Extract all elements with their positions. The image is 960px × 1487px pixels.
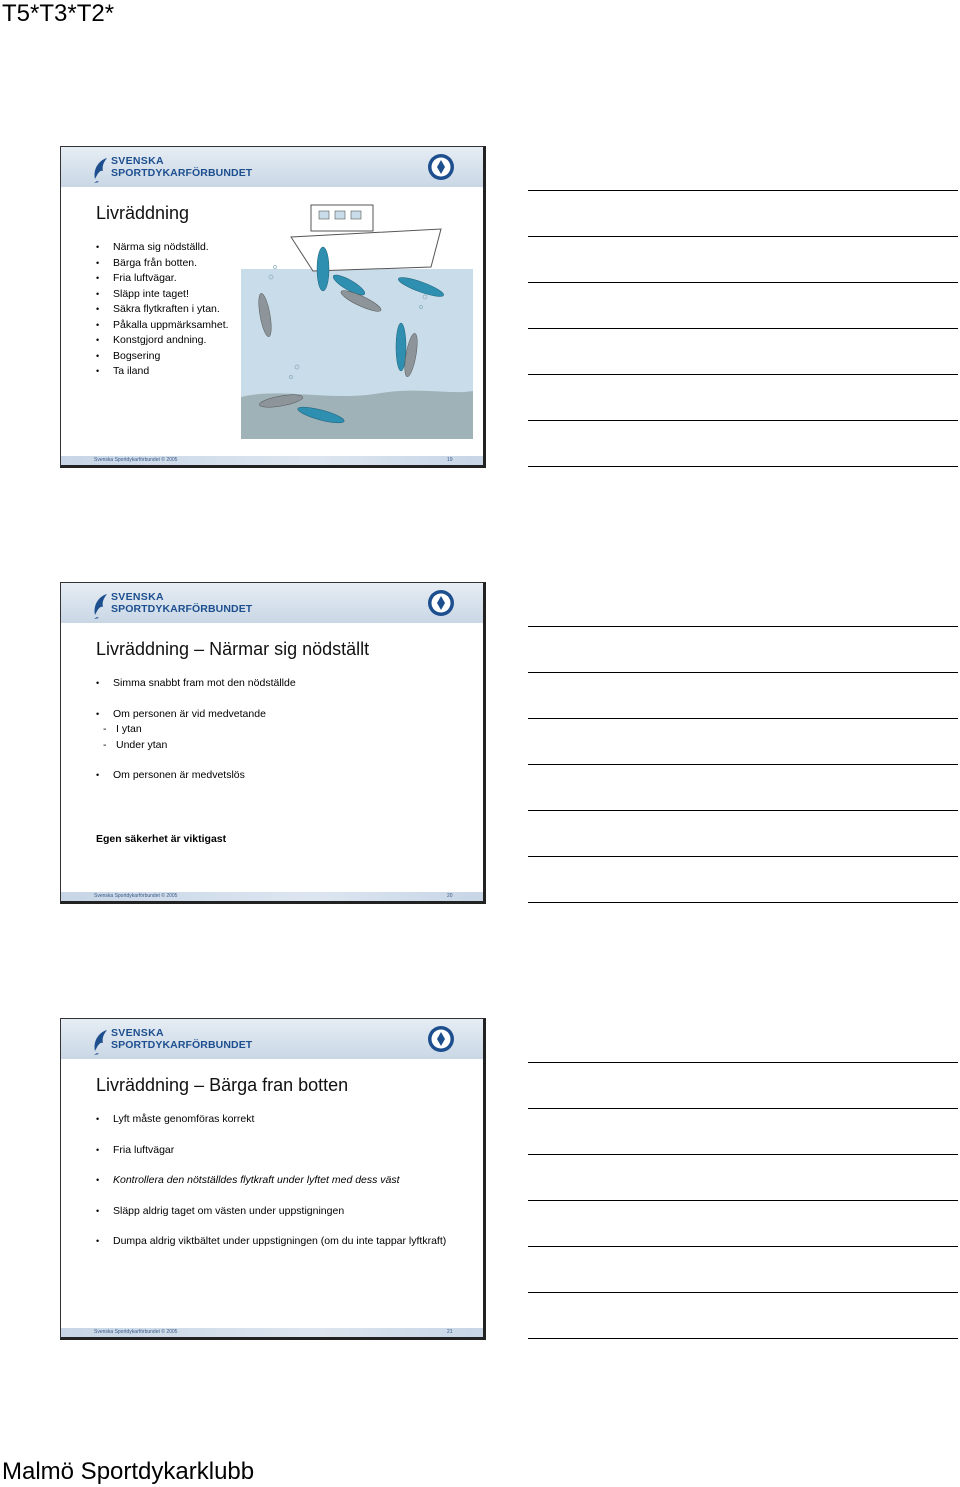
dolphin-icon [91, 155, 113, 183]
note-line [528, 718, 958, 719]
note-line [528, 1154, 958, 1155]
bullet-item: • Om personen är vid medvetande [96, 707, 296, 723]
note-line [528, 1200, 958, 1201]
note-line [528, 626, 958, 627]
footer-copyright: Svenska Sportdykarförbundet © 2005 [94, 457, 178, 463]
note-line [528, 466, 958, 467]
slide-footer [61, 1328, 483, 1337]
bullet-list [96, 1112, 446, 1250]
brand-line1: SVENSKA [111, 591, 164, 603]
bullet-item: • Kontrollera den nötställdes flytkraft under lyftet med dess väst [96, 1173, 446, 1189]
footer-copyright: Svenska Sportdykarförbundet © 2005 [94, 893, 178, 899]
footer-copyright: Svenska Sportdykarförbundet © 2005 [94, 1329, 178, 1335]
brand-line2: SPORTDYKARFÖRBUNDET [111, 1039, 253, 1051]
federation-emblem-icon [427, 589, 455, 617]
page-footer: Malmö Sportdykarklubb [2, 1458, 255, 1485]
dolphin-icon [91, 1027, 113, 1055]
bullet-list [96, 240, 229, 380]
bullet-item: • Säkra flytkraften i ytan. [96, 302, 229, 318]
bullet-item: • Bogsering [96, 349, 229, 365]
slide-footer [61, 892, 483, 901]
bullet-item: • Konstgjord andning. [96, 333, 229, 349]
note-line [528, 810, 958, 811]
slide-title: Livräddning – Närmar sig nödställt [96, 639, 370, 659]
note-line [528, 282, 958, 283]
bullet-item: • Fria luftvägar. [96, 271, 229, 287]
brand-line1: SVENSKA [111, 155, 164, 167]
brand-logo [91, 591, 251, 619]
slide-20 [60, 582, 486, 904]
emphasis-text: Egen säkerhet är viktigast [96, 833, 227, 845]
bullet-item: • Ta iland [96, 364, 229, 380]
bullet-item: • Släpp aldrig taget om västen under uppstigningen [96, 1204, 446, 1220]
note-line [528, 1292, 958, 1293]
bullet-item: • Släpp inte taget! [96, 287, 229, 303]
note-line [528, 856, 958, 857]
bullet-item: • Dumpa aldrig viktbältet under uppstigningen (om du inte tappar lyftkraft) [96, 1234, 446, 1250]
slide-21 [60, 1018, 486, 1340]
slide-number: 19 [447, 457, 453, 463]
note-line [528, 1108, 958, 1109]
brand-logo [91, 155, 251, 183]
diver-rescue-illustration [241, 197, 473, 439]
bullet-item: • Närma sig nödställd. [96, 240, 229, 256]
slide-title: Livräddning – Bärga fran botten [96, 1075, 349, 1095]
slide-19 [60, 146, 486, 468]
page-header: T5*T3*T2* [2, 0, 115, 27]
note-line [528, 420, 958, 421]
slide-title: Livräddning [96, 203, 190, 223]
slide-header [61, 147, 483, 187]
federation-emblem-icon [427, 1025, 455, 1053]
bullet-item: • Påkalla uppmärksamhet. [96, 318, 229, 334]
slide-header [61, 583, 483, 623]
note-line [528, 902, 958, 903]
bullet-item: • Bärga från botten. [96, 256, 229, 272]
note-line [528, 236, 958, 237]
brand-line2: SPORTDYKARFÖRBUNDET [111, 167, 253, 179]
note-line [528, 672, 958, 673]
brand-logo [91, 1027, 251, 1055]
bullet-item: • Fria luftvägar [96, 1143, 446, 1159]
note-line [528, 1246, 958, 1247]
bullet-item: • Simma snabbt fram mot den nödställde [96, 676, 296, 692]
sub-bullet-item: - Under ytan [96, 738, 296, 754]
dolphin-icon [91, 591, 113, 619]
note-line [528, 764, 958, 765]
bullet-list [96, 676, 296, 784]
brand-line1: SVENSKA [111, 1027, 164, 1039]
note-line [528, 374, 958, 375]
bullet-item: • Lyft måste genomföras korrekt [96, 1112, 446, 1128]
brand-line2: SPORTDYKARFÖRBUNDET [111, 603, 253, 615]
note-line [528, 1338, 958, 1339]
note-line [528, 190, 958, 191]
federation-emblem-icon [427, 153, 455, 181]
slide-footer [61, 456, 483, 465]
note-line [528, 328, 958, 329]
note-line [528, 1062, 958, 1063]
slide-number: 21 [447, 1329, 453, 1335]
slide-header [61, 1019, 483, 1059]
slide-number: 20 [447, 893, 453, 899]
sub-bullet-item: - I ytan [96, 722, 296, 738]
bullet-item: • Om personen är medvetslös [96, 768, 296, 784]
